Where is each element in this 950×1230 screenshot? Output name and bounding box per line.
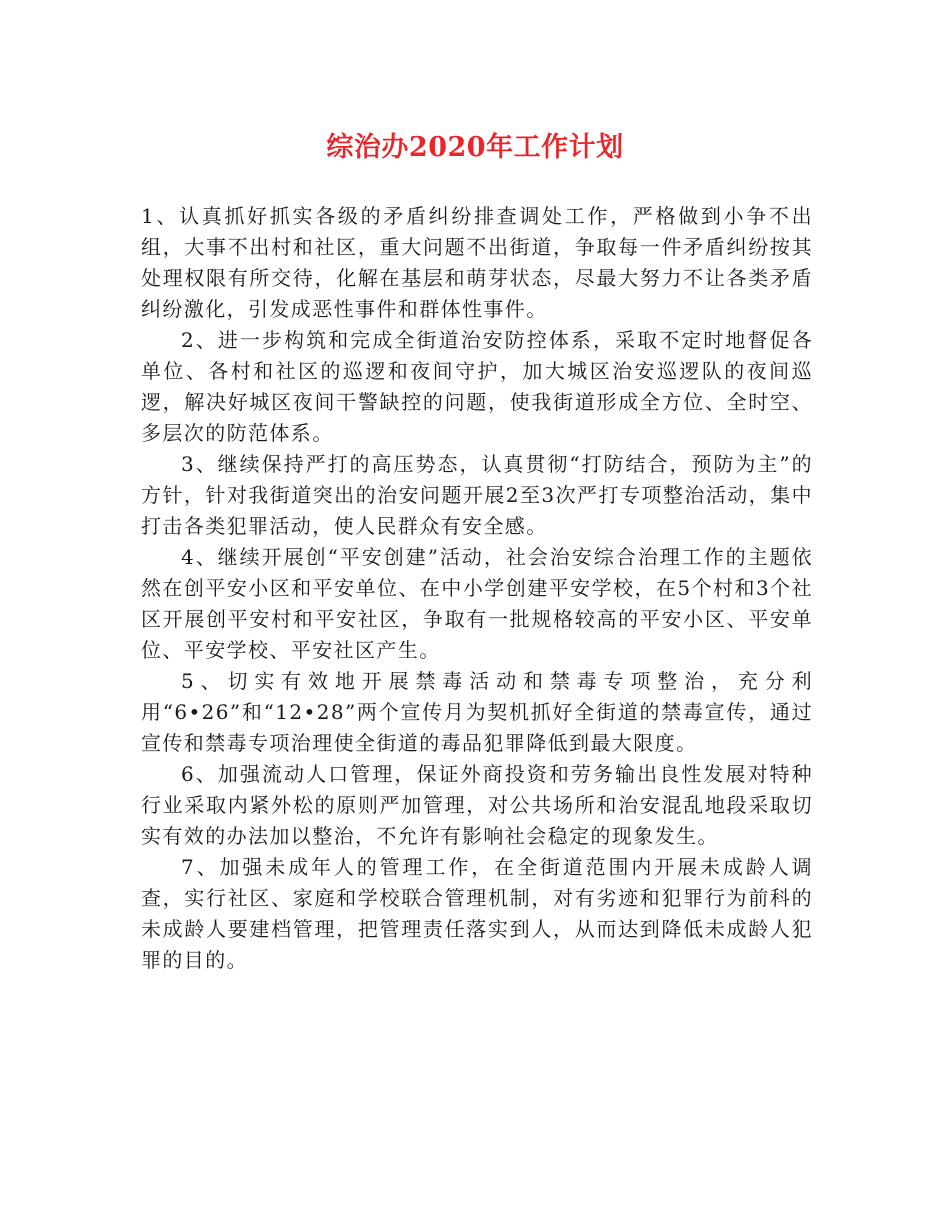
document-title: 综治办2020年工作计划 <box>326 132 624 163</box>
paragraph-3: 3、继续保持严打的高压势态，认真贯彻“打防结合，预防为主”的方针，针对我街道突出的治安问题开展2至3次严打专项整治活动，集中打击各类犯罪活动，使人民群众有安全感。 <box>141 452 813 538</box>
paragraph-4: 4、继续开展创“平安创建”活动，社会治安综合治理工作的主题依然在创平安小区和平安单位、在中小学创建平安学校，在5个村和3个社区开展创平安村和平安社区，争取有一批规格较高的平安小区、平安单位、平安学校、平安社区产生。 <box>141 545 813 662</box>
document-body <box>141 201 813 976</box>
paragraph-2: 2、进一步构筑和完成全街道治安防控体系，采取不定时地督促各单位、各村和社区的巡逻和夜间守护，加大城区治安巡逻队的夜间巡逻，解决好城区夜间干警缺控的问题，使我街道形成全方位、全时空、多层次的防范体系。 <box>141 328 813 445</box>
paragraph-7: 7、加强未成年人的管理工作，在全街道范围内开展未成龄人调查，实行社区、家庭和学校联合管理机制，对有劣迹和犯罪行为前科的未成龄人要建档管理，把管理责任落实到人，从而达到降低未成龄人犯罪的目的。 <box>141 855 813 972</box>
paragraph-1: 1、认真抓好抓实各级的矛盾纠纷排查调处工作，严格做到小争不出组，大事不出村和社区，重大问题不出街道，争取每一件矛盾纠纷按其处理权限有所交待，化解在基层和萌芽状态，尽最大努力不让各类矛盾纠纷激化，引发成恶性事件和群体性事件。 <box>141 204 813 321</box>
paragraph-6: 6、加强流动人口管理，保证外商投资和劳务输出良性发展对特种行业采取内紧外松的原则严加管理，对公共场所和治安混乱地段采取切实有效的办法加以整治，不允许有影响社会稳定的现象发生。 <box>141 762 813 848</box>
paragraph-5: 5、切实有效地开展禁毒活动和禁毒专项整治，充分利用“6•26”和“12•28”两个宣传月为契机抓好全街道的禁毒宣传，通过宣传和禁毒专项治理使全街道的毒品犯罪降低到最大限度。 <box>141 669 813 755</box>
